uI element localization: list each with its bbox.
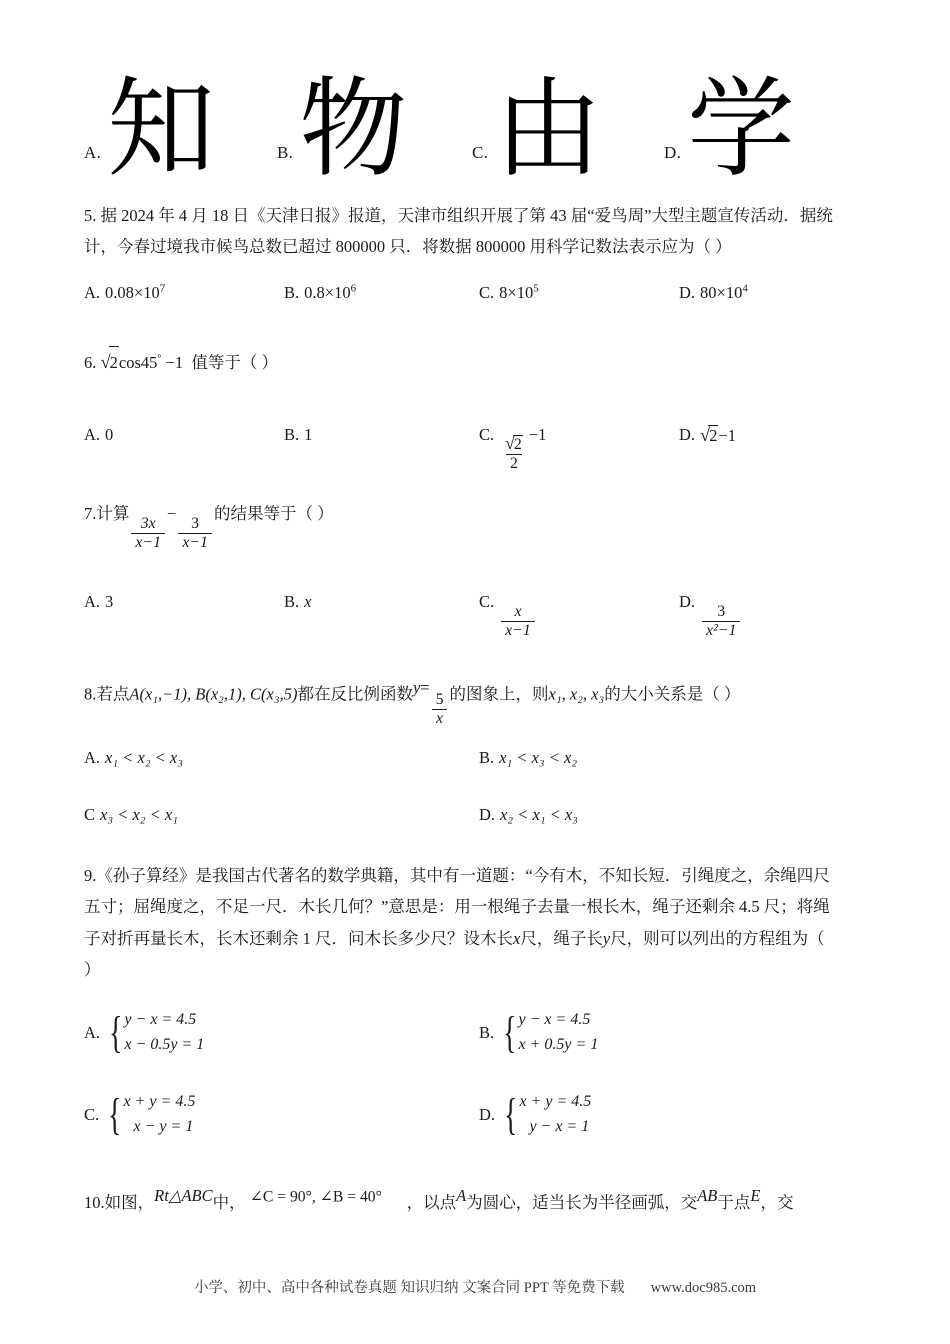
big-option-a-label: A. [84,143,102,162]
question-8-stem: 8.若点A(x₁,−1), B(x₂,1), C(x₃,5)都在反比例函数y= $\frac{5}{x}$ 的图象上，则x₁, x₂, x₃的大小关系是（ ） [84,678,741,727]
option-label: C. [479,283,495,302]
question-8-option-c[interactable] [84,805,178,826]
big-option-d-glyph: 学 [687,66,796,192]
question-10-text-c: ，以点 [406,1192,457,1212]
big-option-d[interactable] [664,66,796,192]
question-6-option-d[interactable] [679,425,736,446]
option-value: √2−1 [700,425,736,445]
question-7-option-c[interactable] [479,592,537,640]
question-8-text-c: 的图象上，则 [449,684,549,704]
question-10-text-f: ，交 [760,1192,794,1212]
question-9-line-2: 五寸；屈绳度之，不足一尺．木长几何？”意思是：用一根绳子去量一根长木，绳子还剩余 4.5 尺；将绳 [84,897,830,917]
question-10-stem [84,1180,874,1218]
question-7-prefix: 计算 [96,504,130,523]
sqrt-icon: √2 [700,425,718,445]
question-5-option-b[interactable] [284,283,356,304]
question-9-line-3c: 尺，则可以列出的方程组为（ [610,928,825,948]
question-8-number: 8. [84,684,97,704]
question-8-text-a: 若点 [96,684,130,704]
question-9-line-3b: 尺，绳子长 [520,928,603,948]
big-option-c[interactable] [472,66,603,192]
question-10-text-e: 于点 [717,1192,751,1212]
question-7-suffix: 的结果等于（ ） [213,504,334,523]
option-label: A. [84,1022,101,1042]
question-7-option-a[interactable] [84,592,113,612]
question-6-option-c[interactable] [479,425,546,473]
option-value: $8\times 10^5$ [499,282,539,302]
option-label: C. [84,1104,100,1124]
question-10-segment-ab: AB [697,1186,718,1205]
option-label: D. [679,592,696,611]
question-6-option-b[interactable] [284,425,312,446]
question-5-option-a[interactable] [84,283,165,304]
question-9-stem [84,860,874,985]
option-value: { y − x = 4.5 x − 0.5y = 1 [109,1006,205,1057]
question-8-text-d: 的大小关系是（ ） [604,684,741,704]
question-9-option-a[interactable] [84,1008,204,1058]
question-7-option-b[interactable] [284,592,311,612]
left-brace-icon: { [108,1088,122,1139]
question-10-number: 10. [84,1192,105,1212]
question-7-number: 7. [84,504,97,523]
option-label: B. [479,748,495,767]
degree-icon: ° [157,353,162,365]
question-9-line-1: 9.《孙子算经》是我国古代著名的数学典籍，其中有一道题：“今有木，不知长短．引绳度之，余绳四尺 [84,866,830,885]
question-6-text: 值等于（ ） [191,353,279,372]
question-5-option-c[interactable] [479,283,539,304]
question-9-line-3a: 子对折再量长木，长木还剩余 1 尺．问木长多少尺？设木长 [84,928,513,948]
option-label: B. [284,592,300,611]
big-option-a-glyph: 知 [107,66,216,192]
option-label: D. [679,425,696,444]
option-value: x₁ < x₂ < x₃ [105,748,183,767]
question-9-var-x: x [513,928,521,948]
question-7-option-d[interactable] [679,592,742,640]
question-8-vars: x₁, x₂, x₃ [548,684,605,704]
question-8-text-b: 都在反比例函数 [297,684,413,704]
option-value: x₁ < x₃ < x₂ [499,748,578,767]
option-label: D. [479,805,496,824]
option-label: A. [84,283,101,302]
question-5-stem [84,200,874,263]
question-8-option-d[interactable] [479,805,578,826]
option-label: A. [84,748,101,767]
question-9-option-d[interactable] [479,1090,591,1140]
big-option-d-label: D. [664,143,682,162]
option-label: C. [479,592,495,611]
question-6-tail: −1 [161,353,184,372]
question-9-var-y: y [602,928,611,948]
option-value: { x + y = 4.5 x − y = 1 [108,1088,196,1139]
footer-text: 小学、初中、高中各种试卷真题 知识归纳 文案合同 PPT 等免费下载 [193,1280,625,1296]
sqrt-icon: √2 [505,433,522,454]
option-value: $0.8\times 10^6$ [304,282,357,302]
question-8-points: A(x₁,−1), B(x₂,1), C(x₃,5) [129,684,298,704]
big-option-b[interactable] [277,66,408,192]
question-10-triangle: Rt△ABC [154,1186,213,1205]
question-6-option-a[interactable] [84,425,113,446]
question-10-text-a: 如图， [104,1192,155,1212]
question-10-point-e: E [750,1186,761,1205]
question-5-option-d[interactable] [679,283,748,304]
option-label: D. [479,1104,496,1124]
question-6-cos: cos45 [118,353,158,372]
left-brace-icon: { [109,1006,123,1057]
question-7-stem: 7.计算 $\frac{3x}{x-1}$ − $\frac{3}{x-1}$ 的结果等于（ ） [84,504,334,551]
option-label: D. [679,283,696,302]
question-9-line-4: ） [84,960,101,980]
option-value: $\frac{3}{\text{x²−1}}$ [700,592,742,640]
left-brace-icon: { [503,1006,517,1057]
option-value: x [304,592,312,611]
question-10-text-b: 中， [212,1192,246,1212]
question-8-fn-y: y [412,678,421,697]
option-value: { y − x = 4.5 x + 0.5y = 1 [503,1006,599,1057]
option-value: 3 [105,592,114,611]
option-label: C. [479,425,495,444]
option-label: B. [284,283,300,302]
big-option-a[interactable] [84,66,216,192]
big-option-b-label: B. [277,143,294,162]
page-footer [0,1276,950,1297]
question-9-option-c[interactable] [84,1090,195,1140]
option-value: $\frac{x}{x-1}$ [499,592,537,640]
question-10-angles: ∠C = 90°, ∠B = 40° [249,1188,382,1206]
sqrt-icon: √2 [101,345,119,380]
question-6-number: 6. [84,353,97,372]
option-value: x₃ < x₂ < x₁ [100,805,178,824]
question-9-option-b[interactable] [479,1008,598,1058]
option-label: B. [284,425,300,444]
question-10-text-d: 为圆心，适当长为半径画弧，交 [466,1192,698,1212]
question-10-point-a: A [456,1186,467,1205]
footer-url[interactable]: www.doc985.com [650,1280,757,1296]
option-label: C [84,805,96,824]
question-6-stem [84,345,874,380]
option-value: 0 [105,425,114,444]
option-value: $0.08\times 10^7$ [105,282,166,302]
option-value: { x + y = 4.5 y − x = 1 [504,1088,592,1139]
option-value: $80\times 10^4$ [700,282,748,302]
option-value: x₂ < x₁ < x₃ [500,805,578,824]
question-8-option-a[interactable] [84,748,183,769]
question-8-option-b[interactable] [479,748,577,769]
option-label: A. [84,425,101,444]
option-label: A. [84,592,101,611]
question-5-line-1: 5. 据 2024 年 4 月 18 日《天津日报》报道，天津市组织开展了第 43 届“爱鸟周”大型主题宣传活动．据统 [84,206,833,225]
big-character-option-row [84,40,874,192]
option-value: 1 [304,425,313,444]
big-option-c-label: C. [472,143,489,162]
big-option-c-glyph: 由 [494,66,603,192]
option-value: $\frac{√2}{2}$ −1 [505,425,547,473]
left-brace-icon: { [504,1088,518,1139]
big-option-b-glyph: 物 [299,66,408,192]
option-label: B. [479,1022,495,1042]
question-5-line-2: 计，今春过境我市候鸟总数已超过 800000 只．将数据 800000 用科学记数法表示应为（ ） [84,237,732,257]
